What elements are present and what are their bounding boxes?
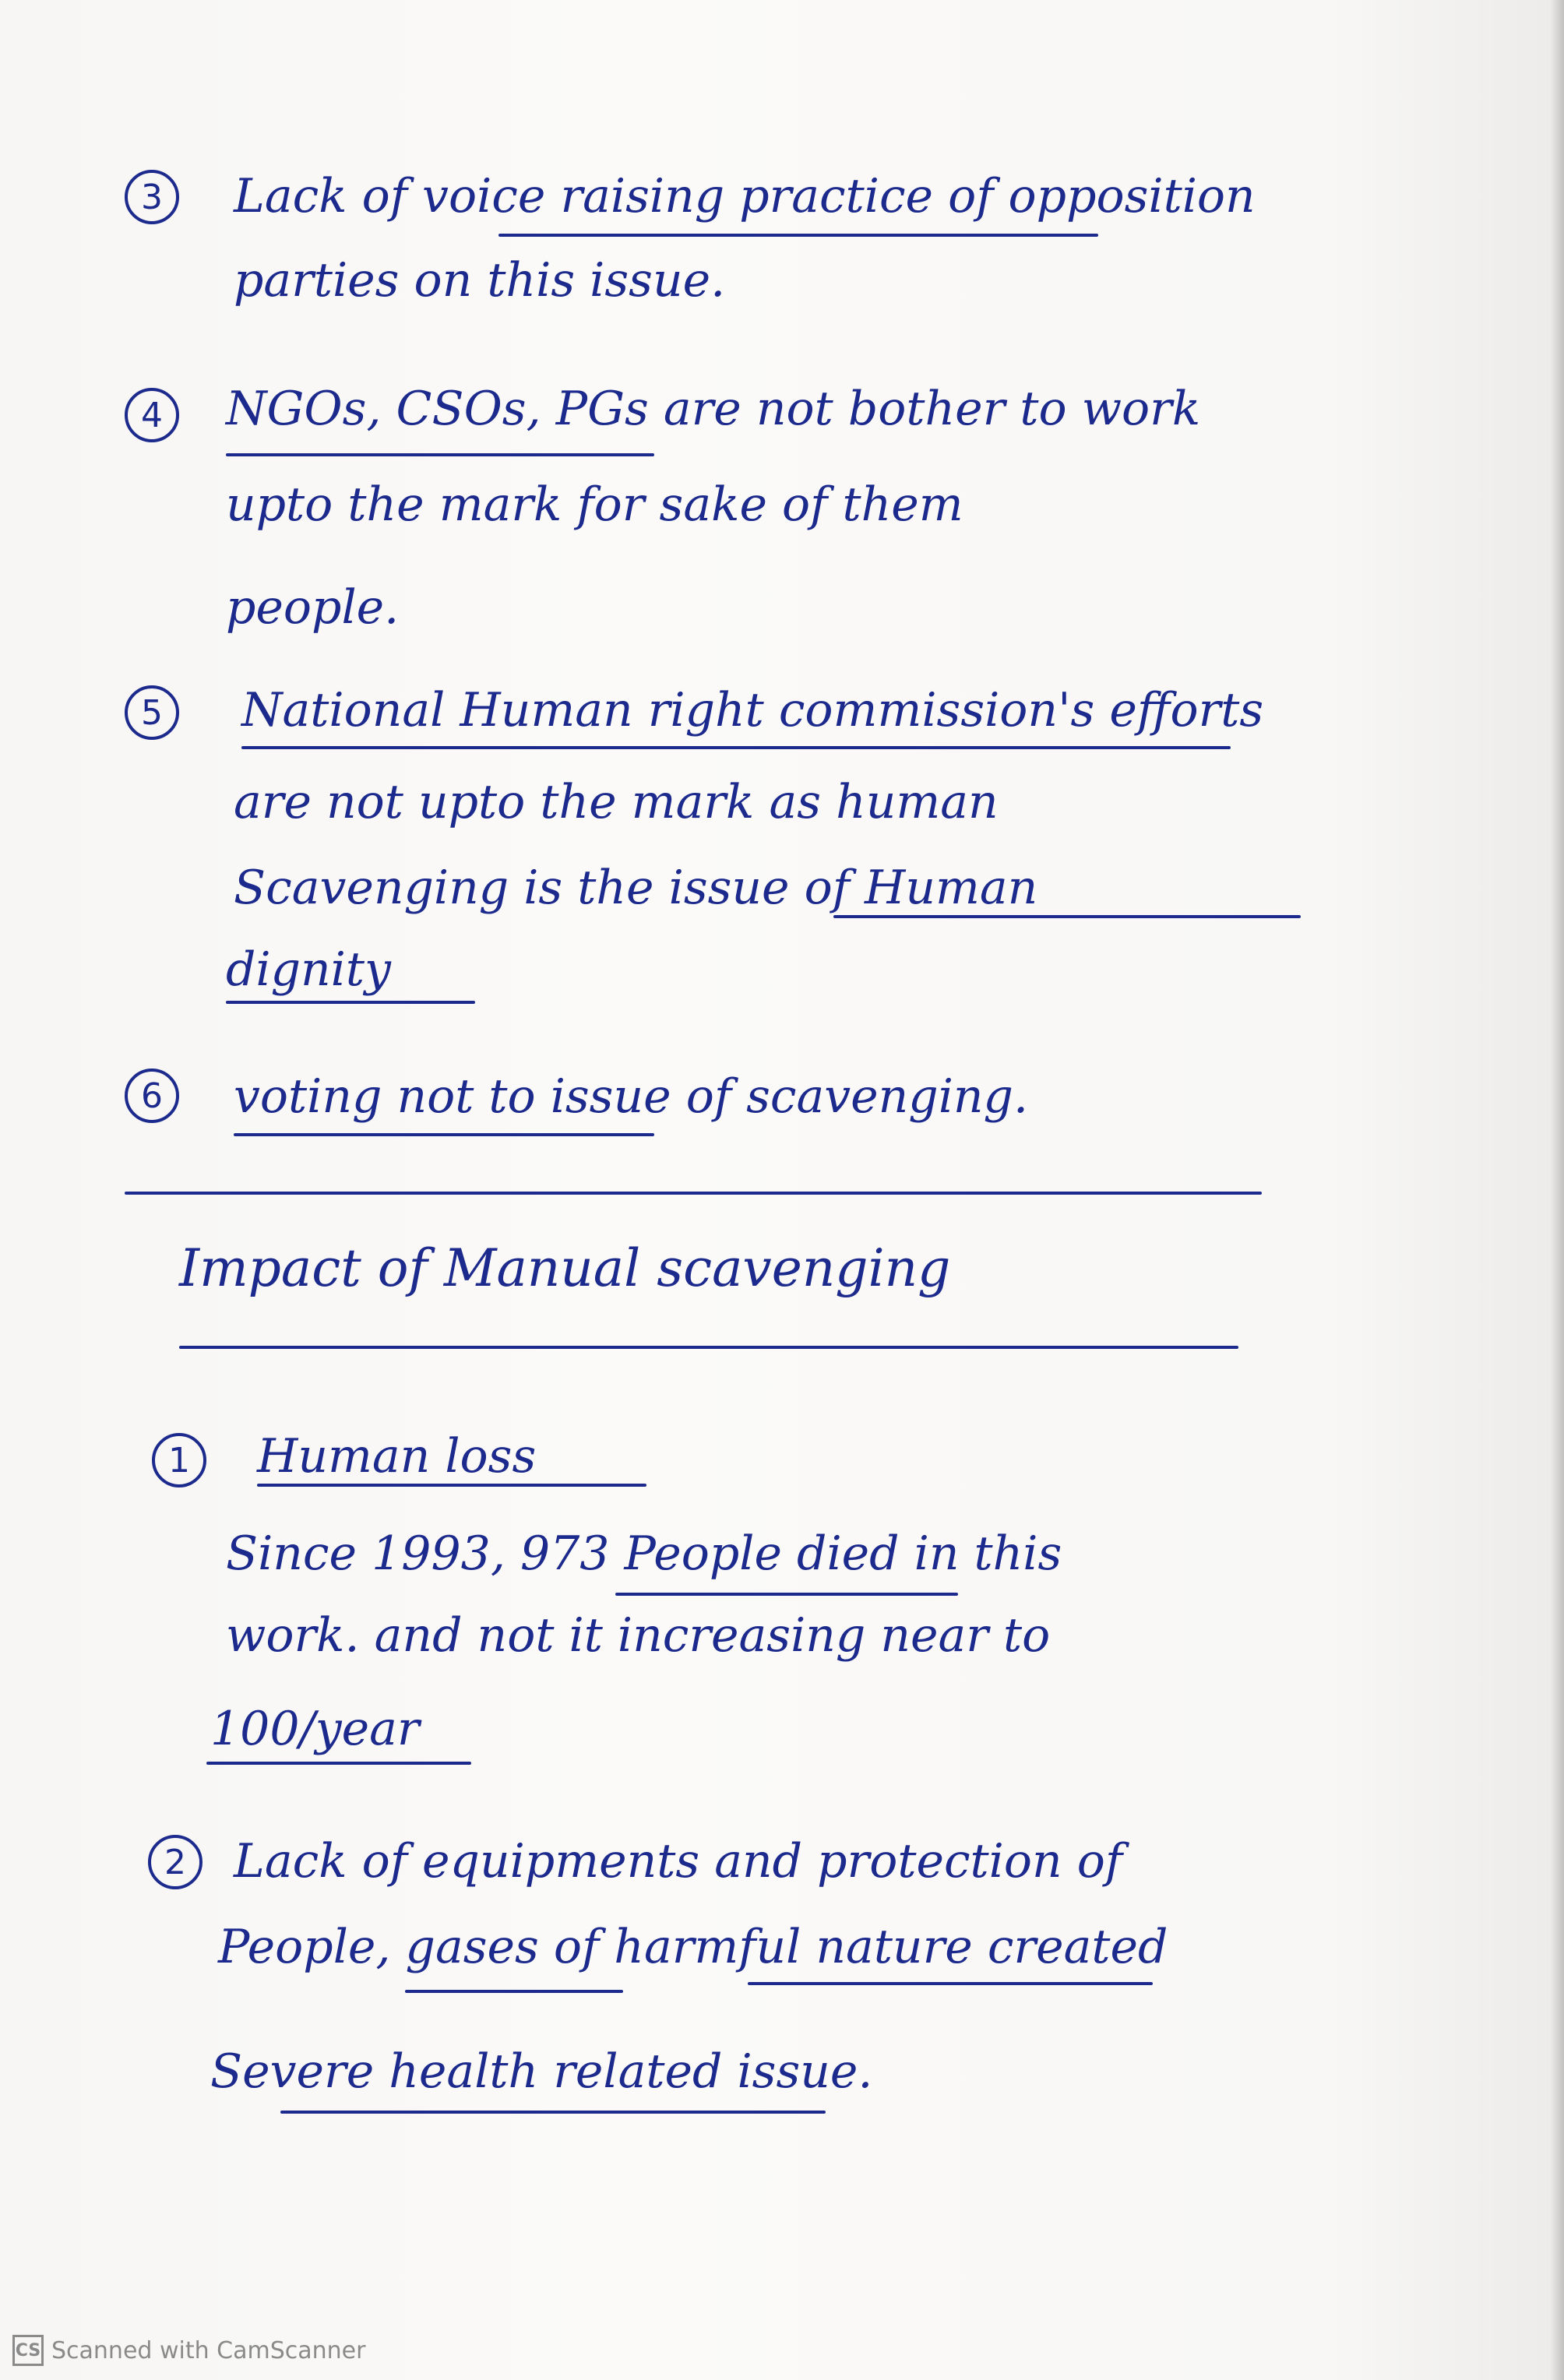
handwritten-line: dignity [226, 942, 391, 997]
handwritten-line: Since 1993, 973 People died in this [226, 1526, 1062, 1581]
handwritten-line: people. [226, 580, 400, 635]
underline [257, 1484, 646, 1487]
point-number-circle: 5 [125, 685, 179, 740]
handwritten-line: People, gases of harmful nature created [218, 1920, 1168, 1974]
underline [833, 915, 1301, 918]
underline [498, 234, 1098, 237]
page-edge-shadow [1550, 0, 1564, 2380]
heading-bottom-rule [179, 1346, 1238, 1349]
camscanner-logo: CS [12, 2335, 44, 2366]
underline [405, 1990, 623, 1993]
handwritten-line: Scavenging is the issue of Human [234, 861, 1038, 915]
handwritten-line: Lack of voice raising practice of opposition [234, 169, 1256, 224]
heading-top-rule [125, 1192, 1262, 1195]
underline [615, 1593, 958, 1596]
handwritten-line: upto the mark for sake of them [226, 477, 963, 532]
point-number-circle: 1 [152, 1433, 206, 1488]
handwritten-line: work. and not it increasing near to [226, 1608, 1051, 1663]
underline [280, 2111, 826, 2114]
handwritten-line: Lack of equipments and protection of [234, 1834, 1123, 1889]
section-heading: Impact of Manual scavenging [179, 1238, 951, 1298]
handwritten-line: NGOs, CSOs, PGs are not bother to work [226, 382, 1201, 436]
handwritten-line: 100/year [210, 1702, 420, 1756]
underline [241, 746, 1231, 749]
point-number-circle: 3 [125, 170, 179, 224]
underline [748, 1982, 1153, 1985]
handwritten-line: voting not to issue of scavenging. [234, 1069, 1029, 1124]
underline [206, 1762, 471, 1765]
handwritten-line: National Human right commission's efforts [241, 683, 1264, 738]
underline [226, 1001, 475, 1004]
handwritten-line: Severe health related issue. [210, 2044, 873, 2099]
handwritten-line: are not upto the mark as human [234, 775, 999, 829]
underline [226, 453, 654, 456]
handwritten-line: parties on this issue. [234, 253, 726, 308]
camscanner-watermark [12, 2335, 365, 2366]
point-number-circle: 2 [148, 1835, 203, 1889]
underline [234, 1133, 654, 1136]
point-title: Human loss [257, 1429, 537, 1484]
watermark-text: Scanned with CamScanner [51, 2336, 366, 2364]
point-number-circle: 6 [125, 1069, 179, 1123]
point-number-circle: 4 [125, 388, 179, 442]
